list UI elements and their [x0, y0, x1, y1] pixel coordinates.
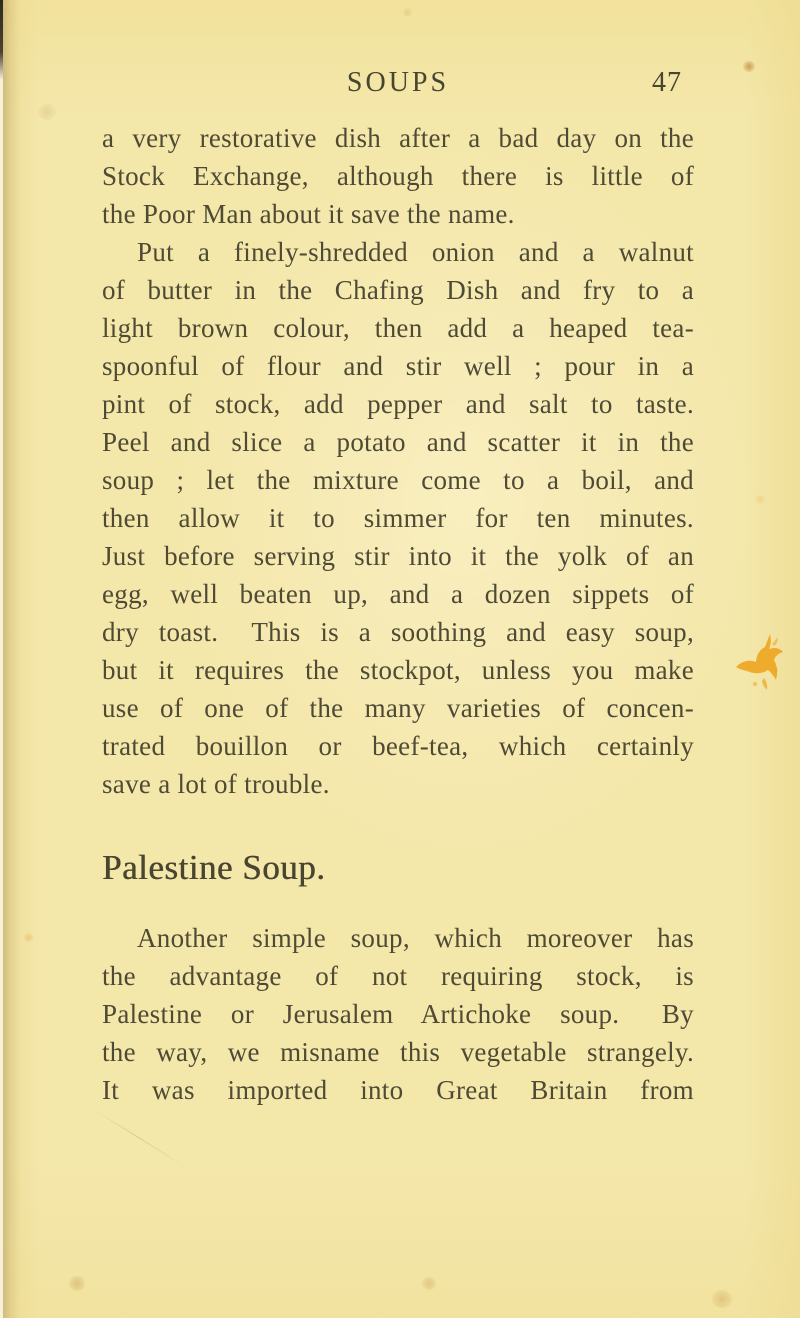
body-line: egg, well beaten up, and a dozen sippets of — [102, 579, 694, 609]
foxing-spot — [38, 104, 56, 120]
section-heading: Palestine Soup. — [102, 848, 326, 887]
body-line: Peel and slice a potato and scatter it in the — [102, 427, 694, 457]
body-line: the Poor Man about it save the name. — [102, 199, 515, 229]
body-line: but it requires the stockpot, unless you make — [102, 655, 694, 685]
page-number: 47 — [652, 67, 682, 98]
paragraph-palestine-soup — [102, 919, 694, 1109]
page-gutter-shadow — [3, 0, 20, 1318]
body-line: Put a finely-shredded onion and a walnut — [137, 237, 694, 267]
paragraph-continuation — [102, 119, 694, 233]
paragraph-recipe — [102, 233, 694, 803]
orange-ink-stain — [728, 620, 792, 708]
body-line: light brown colour, then add a heaped tea- — [102, 313, 694, 343]
body-line: Another simple soup, which moreover has — [137, 923, 694, 953]
body-line: trated bouillon or beef-tea, which certainly — [102, 731, 694, 761]
running-header-title: SOUPS — [346, 67, 450, 98]
body-line: the way, we misname this vegetable strangely. — [102, 1037, 694, 1067]
body-line: of butter in the Chafing Dish and fry to a — [102, 275, 694, 305]
foxing-spot — [24, 933, 33, 942]
foxing-spot — [403, 8, 412, 17]
foxing-spot — [755, 495, 765, 504]
body-line: Just before serving stir into it the yolk of an — [102, 541, 694, 571]
running-header — [102, 64, 694, 102]
foxing-spot — [69, 1276, 85, 1291]
text-column — [102, 119, 694, 1109]
body-line: Palestine or Jerusalem Artichoke soup. By — [102, 999, 694, 1029]
body-line: use of one of the many varieties of concen- — [102, 693, 694, 723]
paper-crease — [92, 1108, 186, 1167]
body-line: pint of stock, add pepper and salt to taste. — [102, 389, 694, 419]
body-line: dry toast. This is a soothing and easy soup, — [102, 617, 694, 647]
foxing-spot — [712, 1290, 732, 1308]
body-line: It was imported into Great Britain from — [102, 1075, 694, 1105]
body-line: Stock Exchange, although there is little of — [102, 161, 694, 191]
body-line: save a lot of trouble. — [102, 769, 330, 799]
body-line: a very restorative dish after a bad day on the — [102, 123, 694, 153]
foxing-spot — [422, 1277, 436, 1290]
foxing-spot — [743, 61, 755, 72]
body-line: the advantage of not requiring stock, is — [102, 961, 694, 991]
body-line: then allow it to simmer for ten minutes. — [102, 503, 694, 533]
body-line: soup ; let the mixture come to a boil, and — [102, 465, 694, 495]
body-line: spoonful of flour and stir well ; pour in a — [102, 351, 694, 381]
